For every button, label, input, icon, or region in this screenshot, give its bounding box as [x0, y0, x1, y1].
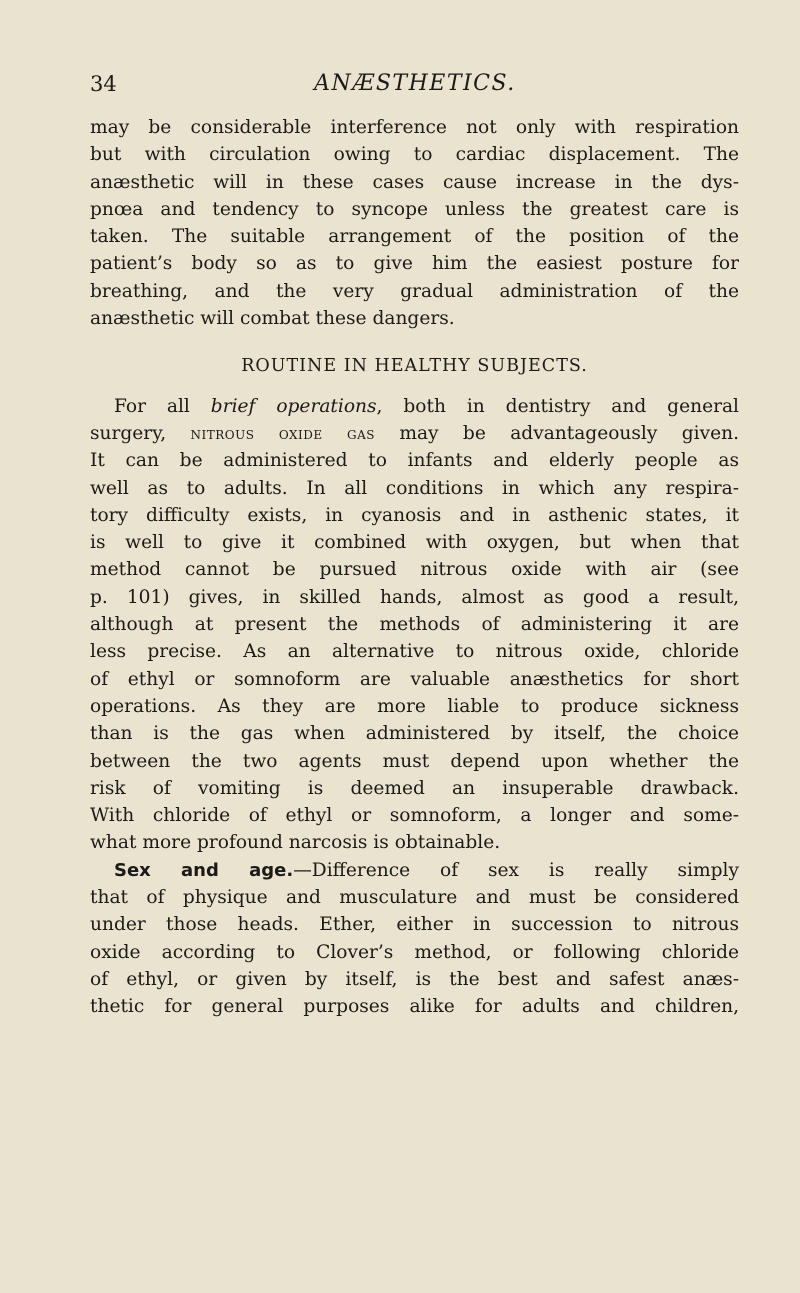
text-line: that of physique and musculature and must be considered — [90, 887, 739, 909]
text-run: may be advantageously given. — [374, 422, 739, 444]
page-header — [90, 69, 740, 103]
text-line: taken. The suitable arrangement of the position of the — [90, 226, 739, 248]
text-line: less precise. As an alternative to nitrous oxide, chloride — [90, 641, 739, 663]
text-line: thetic for general purposes alike for adults and children, — [90, 996, 739, 1018]
text-line: may be considerable interference not only with respiration — [90, 117, 739, 138]
body-text — [90, 114, 739, 1021]
text-line: oxide according to Clover’s method, or following chloride — [90, 941, 739, 963]
italic-phrase: brief operations — [210, 395, 377, 417]
running-title: ANÆSTHETICS. — [314, 71, 516, 96]
text-line: well as to adults. In all conditions in which any respira- — [90, 477, 739, 499]
text-line: tory difficulty exists, in cyanosis and in asthenic states, it — [90, 504, 739, 526]
text-run: surgery, — [90, 422, 191, 444]
section-heading: ROUTINE IN HEALTHY SUBJECTS. — [241, 356, 588, 377]
text-line: It can be administered to infants and elderly people as — [90, 450, 739, 472]
text-line: p. 101) gives, in skilled hands, almost as good a result, — [90, 586, 739, 608]
paragraph-routine — [90, 393, 739, 857]
text-line: operations. As they are more liable to produce sickness — [90, 695, 739, 717]
text-line: anæsthetic will combat these dangers. — [90, 308, 455, 330]
text-line — [90, 393, 739, 420]
text-line: between the two agents must depend upon whether the — [90, 750, 739, 772]
text-line: of ethyl or somnoform are valuable anæsthetics for short — [90, 668, 739, 690]
text-line: pnœa and tendency to syncope unless the greatest care is — [90, 198, 739, 220]
text-line: but with circulation owing to cardiac displacement. The — [90, 144, 739, 166]
text-line: With chloride of ethyl or somnoform, a longer and some- — [90, 805, 739, 827]
text-line: under those heads. Ether, either in succession to nitrous — [90, 914, 739, 936]
page-number: 34 — [90, 72, 117, 96]
paragraph-sex-and-age — [90, 857, 739, 1021]
text-line: although at present the methods of administering it are — [90, 614, 739, 636]
text-line: is well to give it combined with oxygen, but when that — [90, 532, 739, 554]
text-line: what more profound narcosis is obtainable. — [90, 832, 501, 854]
side-heading: Sex and age. — [114, 859, 294, 881]
text-line: method cannot be pursued nitrous oxide with air (see — [90, 559, 739, 581]
smallcaps-phrase: nitrous oxide gas — [190, 423, 375, 444]
text-line: than is the gas when administered by itself, the choice — [90, 723, 739, 745]
text-run: For all — [114, 395, 211, 417]
paragraph-continued — [90, 114, 739, 332]
text-line: patient’s body so as to give him the easiest posture for — [90, 253, 739, 275]
text-line: anæsthetic will in these cases cause increase in the dys- — [90, 171, 739, 193]
text-run: , both in dentistry and general — [376, 395, 739, 417]
text-line: risk of vomiting is deemed an insuperable drawback. — [90, 777, 739, 799]
text-run: —Difference of sex is really simply — [293, 859, 739, 881]
text-line: of ethyl, or given by itself, is the best and safest anæs- — [90, 968, 739, 990]
text-line: breathing, and the very gradual administration of the — [90, 280, 739, 302]
text-line — [90, 420, 739, 447]
text-line — [90, 857, 739, 884]
